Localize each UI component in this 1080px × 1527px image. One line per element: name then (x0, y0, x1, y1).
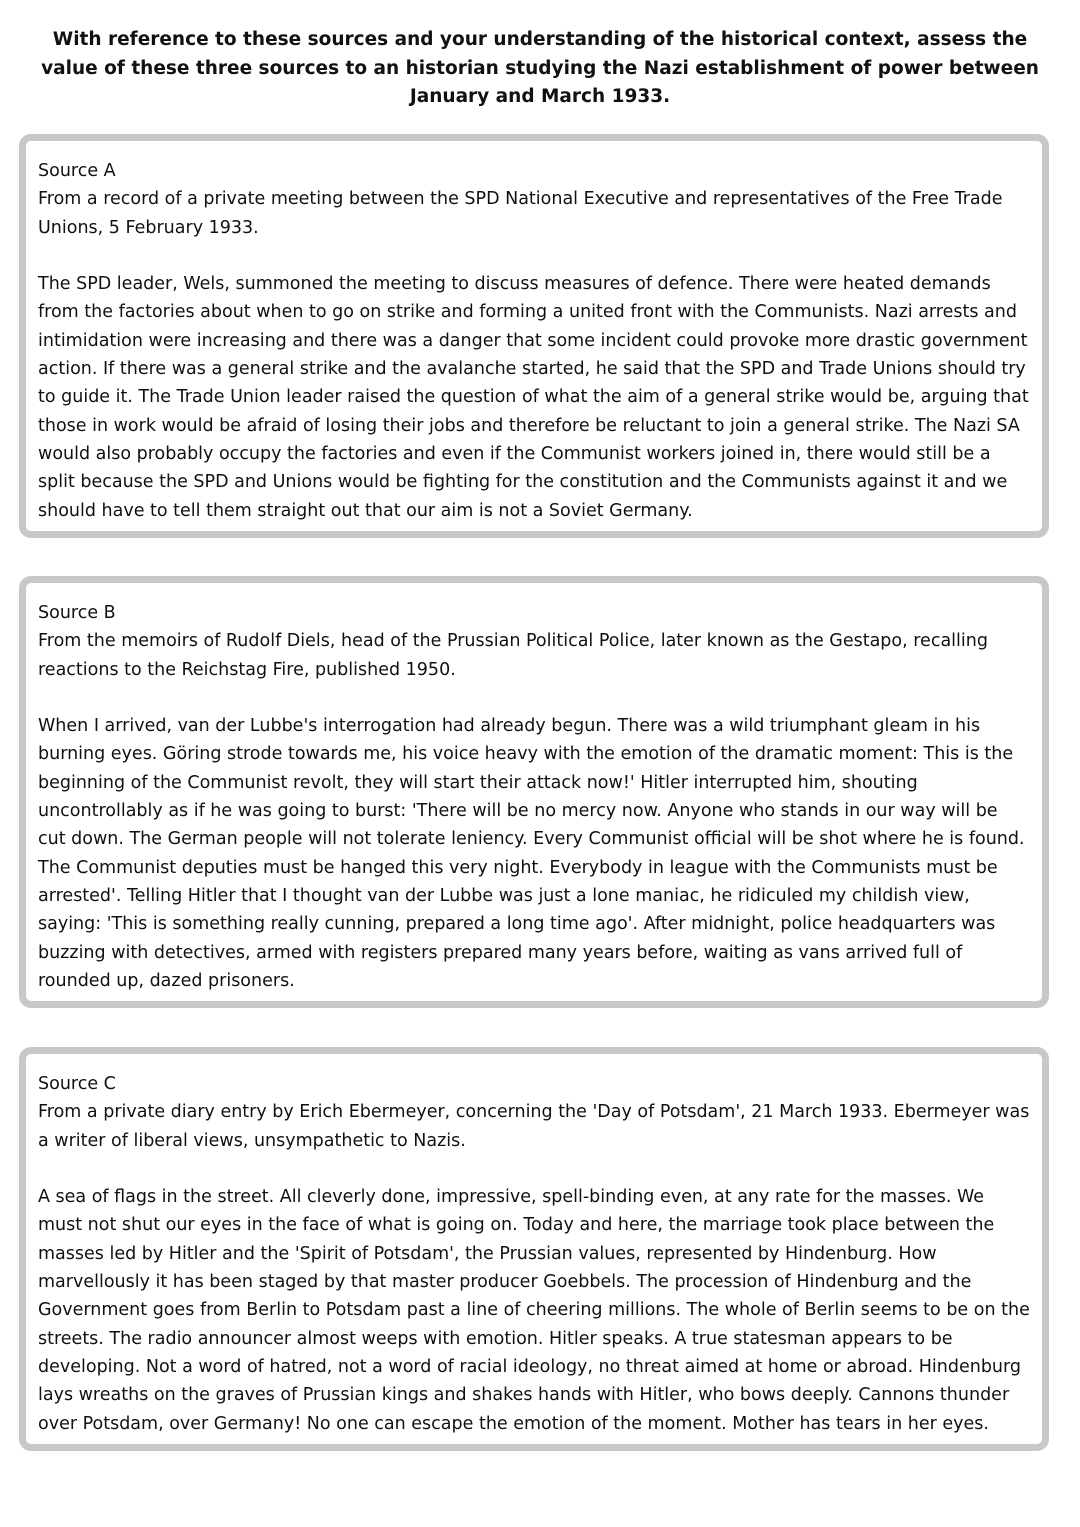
source-b-heading: Source B (38, 603, 116, 623)
source-a-provenance: From a record of a private meeting between the SPD National Executive and representatives of the Free Trade Unions, 5 February 1933. (38, 189, 1003, 238)
source-a-heading: Source A (38, 161, 116, 181)
source-c-box (19, 1047, 1049, 1451)
source-b-box (19, 576, 1049, 1008)
source-c-provenance: From a private diary entry by Erich Ebermeyer, concerning the 'Day of Potsdam', 21 March 1933. Ebermeyer was a writer of liberal views, unsympathetic to Nazis. (38, 1102, 1030, 1151)
source-c-heading: Source C (38, 1074, 116, 1094)
source-a-text: The SPD leader, Wels, summoned the meeting to discuss measures of defence. There were heated demands from the factories about when to go on strike and forming a united front with the Communists. Nazi arrests and intimidation were increasing and there was a danger that some incident could provoke more drastic government action. If there was a general strike and the avalanche started, he said that the SPD and Trade Unions should try to guide it. The Trade Union leader raised the question of what the aim of a general strike would be, arguing that those in work would be afraid of losing their jobs and therefore be reluctant to join a general strike. The Nazi SA would also probably occupy the factories and even if the Communist workers joined in, there would still be a split because the SPD and Unions would be fighting for the constitution and the Communists against it and we should have to tell them straight out that our aim is not a Soviet Germany. (38, 274, 1029, 521)
source-c-text: A sea of flags in the street. All cleverly done, impressive, spell-binding even, at any rate for the masses. We must not shut our eyes in the face of what is going on. Today and here, the marriage took place between the masses led by Hitler and the 'Spirit of Potsdam', the Prussian values, represented by Hindenburg. How marvellously it has been staged by that master producer Goebbels. The procession of Hindenburg and the Government goes from Berlin to Potsdam past a line of cheering millions. The whole of Berlin seems to be on the streets. The radio announcer almost weeps with emotion. Hitler speaks. A true statesman appears to be developing. Not a word of hatred, not a word of racial ideology, no threat aimed at home or abroad. Hindenburg lays wreaths on the graves of Prussian kings and shakes hands with Hitler, who bows deeply. Cannons thunder over Potsdam, over Germany! No one can escape the emotion of the moment. Mother has tears in her eyes. (38, 1187, 1030, 1434)
source-b-provenance: From the memoirs of Rudolf Diels, head of the Prussian Political Police, later known as the Gestapo, recalling reactions to the Reichstag Fire, published 1950. (38, 631, 988, 680)
source-b-text: When I arrived, van der Lubbe's interrogation had already begun. There was a wild triumphant gleam in his burning eyes. Göring strode towards me, his voice heavy with the emotion of the dramatic moment: This is the beginning of the Communist revolt, they will start their attack now!' Hitler interrupted him, shouting uncontrollably as if he was going to burst: 'There will be no mercy now. Anyone who stands in our way will be cut down. The German people will not tolerate leniency. Every Communist official will be shot where he is found. The Communist deputies must be hanged this very night. Everybody in league with the Communists must be arrested'. Telling Hitler that I thought van der Lubbe was just a lone maniac, he ridiculed my childish view, saying: 'This is something really cunning, prepared a long time ago'. After midnight, police headquarters was buzzing with detectives, armed with registers prepared many years before, waiting as vans arrived full of rounded up, dazed prisoners. (38, 716, 1025, 991)
source-a-box (19, 134, 1049, 538)
question-prompt: With reference to these sources and your understanding of the historical context, assess the value of these three sources to an historian studying the Nazi establishment of power between January and March 1933. (41, 29, 1039, 107)
